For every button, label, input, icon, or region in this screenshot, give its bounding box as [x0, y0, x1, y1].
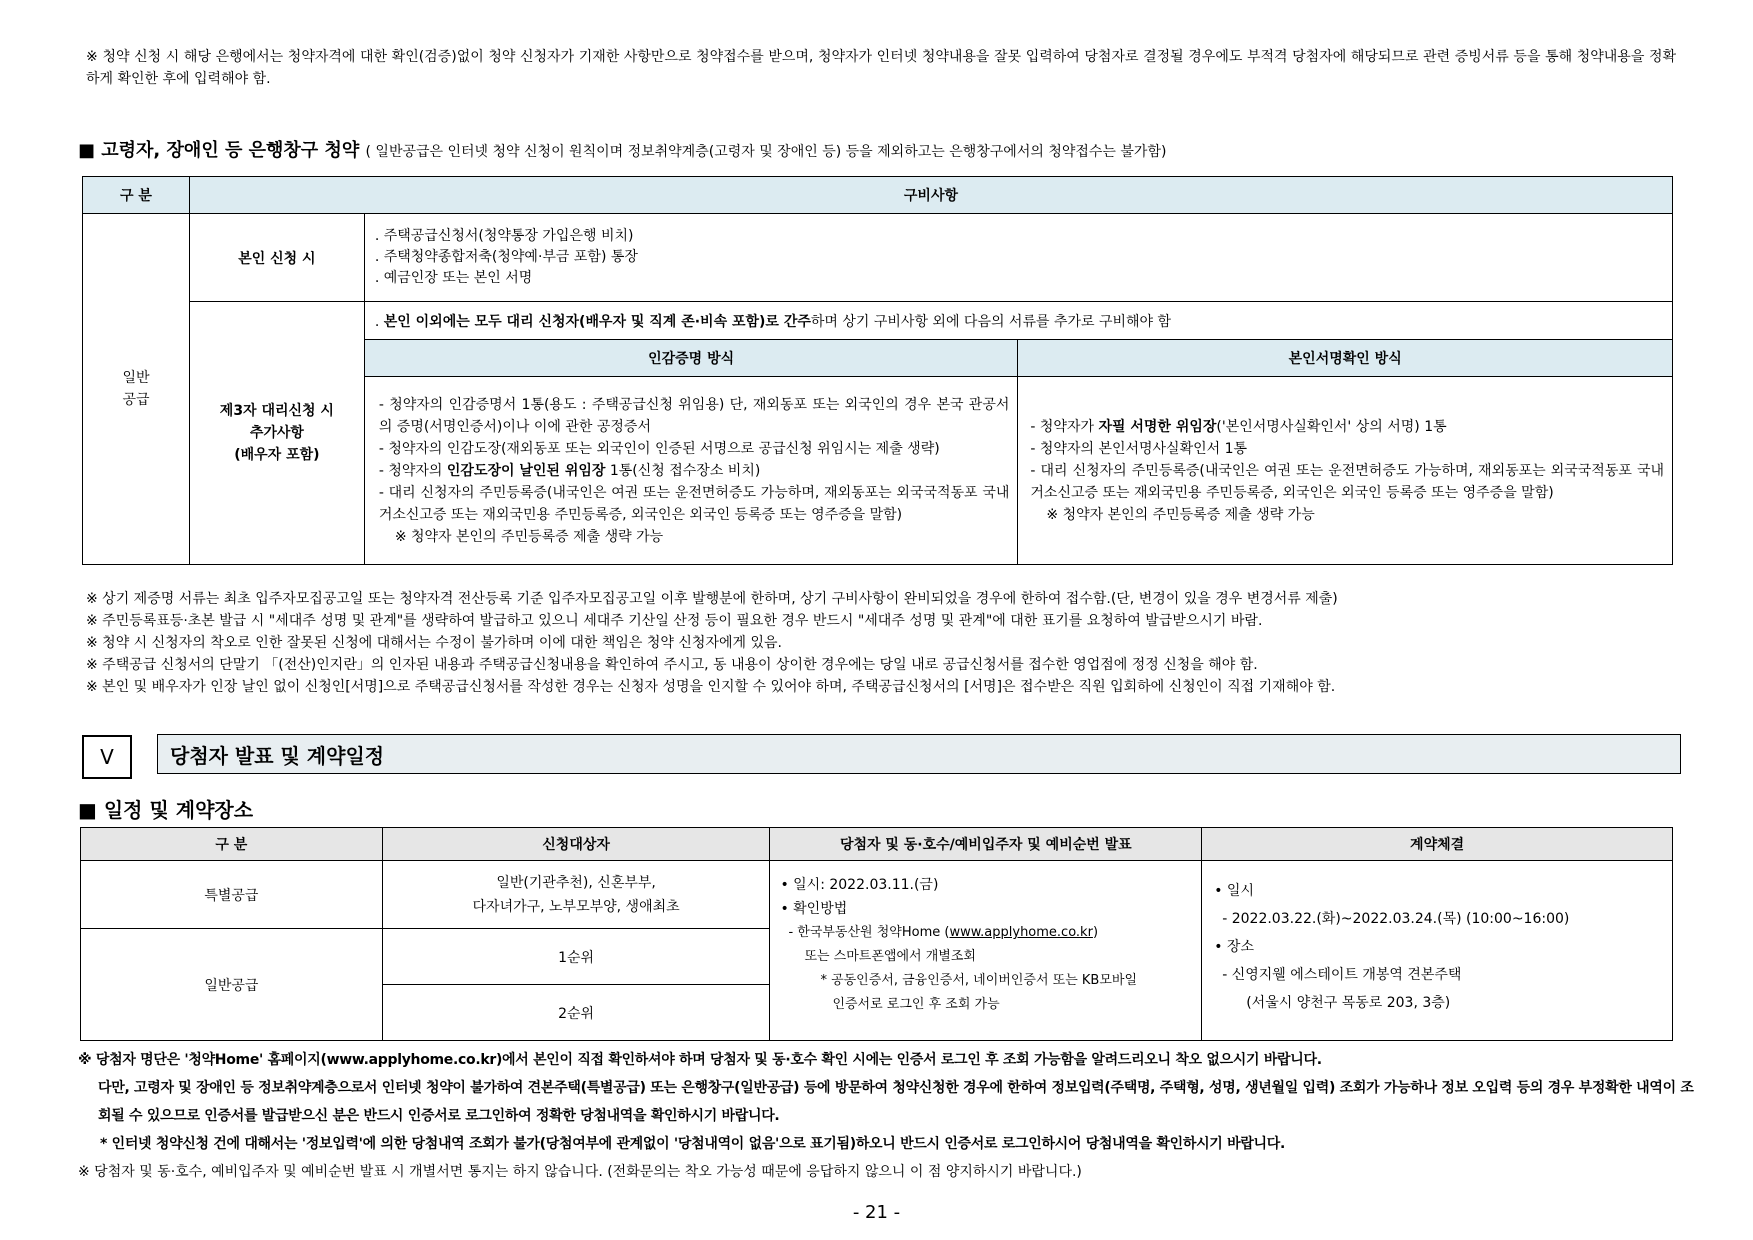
- contract-date: - 2022.03.22.(화)~2022.03.24.(목) (10:00~16:00): [1222, 911, 1570, 927]
- announce-date: • 일시: 2022.03.11.(금): [780, 877, 939, 893]
- proxy-intro-bold: 본인 이외에는 모두 대리 신청자(배우자 및 직계 존·비속 포함)로 간주: [383, 313, 811, 330]
- method1-item: - 대리 신청자의 주민등록증(내국인은 여권 또는 운전면허증도 가능하며, 재외동포는 외국국적동포 국내거소신고증 또는 재외국민용 주민등록증, 외국인은 외국인 등록증 또는 영주증을 말함): [378, 484, 1010, 523]
- method1-item-3: [379, 460, 1010, 482]
- method1-item: - 청약자의 인감증명서 1통(용도 : 주택공급신청 위임용) 단, 재외동포 또는 외국인의 경우 본국 관공서의 증명(서명인증서)이나 이에 관한 공정증서: [378, 396, 1010, 435]
- method-seal-certificate-header: 인감증명 방식: [364, 340, 1018, 377]
- schedule-table: [80, 827, 1673, 1041]
- method2-item-1: [1030, 416, 1664, 438]
- contract-details: [1202, 861, 1673, 1041]
- section-subtitle: ( 일반공급은 인터넷 청약 신청이 원칙이며 정보취약계층(고령자 및 장애인 등) 등을 제외하고는 은행창구에서의 청약접수는 불가함): [365, 144, 1167, 160]
- self-application-label: 본인 신청 시: [189, 214, 364, 302]
- winner-note-1: ※ 당첨자 명단은 '청약Home' 홈페이지(www.applyhome.co.kr)에서 본인이 직접 확인하셔야 하며 당첨자 및 동·호수 확인 시에는 인증서 로그인 후 조회 가능함을 알려드리오니 착오 없으시기 바랍니다.: [78, 1052, 1322, 1068]
- method-signature-confirmation-items: [1018, 377, 1673, 565]
- self-application-items: [364, 214, 1672, 302]
- general-supply-label: 일반공급: [81, 929, 383, 1041]
- schedule-header-category: 구 분: [81, 828, 383, 861]
- announce-site: [780, 921, 1191, 945]
- winner-note-3: * 인터넷 청약신청 건에 대해서는 '정보입력'에 의한 당첨내역 조회가 불가(당첨여부에 관계없이 '당첨내역이 없음'으로 표기됨)하오니 반드시 인증서로 로그인하시어 당첨내역을 확인하시기 바랍니다.: [100, 1136, 1286, 1152]
- bank-counter-requirements-table: [82, 176, 1673, 565]
- proxy-intro-lead: .: [374, 313, 384, 330]
- winner-note-4: ※ 당첨자 및 동·호수, 예비입주자 및 예비순번 발표 시 개별서면 통지는 하지 않습니다. (전화문의는 착오 가능성 때문에 응답하지 않으니 이 점 양지하시기 바랍니다.): [78, 1164, 1082, 1180]
- self-item: . 예금인장 또는 본인 서명: [374, 270, 533, 286]
- top-note: ※ 청약 신청 시 해당 은행에서는 청약자격에 대한 확인(검증)없이 청약 신청자가 기재한 사항만으로 청약접수를 받으며, 청약자가 인터넷 청약내용을 잘못 입력하여 당첨자로 결정될 경우에도 부적격 당첨자에 해당되므로 관련 증빙서류 등을 통해 청약내용을 정확하게 확인한 후에 입력해야 함.: [86, 49, 1676, 87]
- chapter-number-box: V: [82, 735, 132, 779]
- proxy-intro: [364, 302, 1672, 340]
- method2-note: ※ 청약자 본인의 주민등록증 제출 생략 가능: [1046, 506, 1315, 523]
- method1-item3-tail: 1통(신청 접수장소 비치): [605, 462, 761, 479]
- chapter-title-bar: 당첨자 발표 및 계약일정: [157, 734, 1681, 774]
- method-signature-confirmation-header: 본인서명확인 방식: [1018, 340, 1673, 377]
- method1-note: ※ 청약자 본인의 주민등록증 제출 생략 가능: [394, 528, 664, 545]
- section-schedule-title: ■ 일정 및 계약장소: [78, 798, 254, 822]
- schedule-header-announcement: 당첨자 및 동·호수/예비입주자 및 예비순번 발표: [770, 828, 1202, 861]
- method2-item1-tail: ('본인서명사실확인서' 상의 서명) 1통: [1216, 418, 1447, 435]
- method2-item1-bold: 자필 서명한 위임장: [1098, 418, 1217, 435]
- method1-item3-bold: 인감도장이 날인된 위임장: [446, 462, 606, 479]
- special-supply-targets: 일반(기관추천), 신혼부부, 다자녀가구, 노부모부양, 생애최초: [382, 861, 770, 929]
- method-seal-certificate-items: [364, 377, 1018, 565]
- method2-item: - 청약자의 본인서명사실확인서 1통: [1030, 440, 1248, 457]
- self-item: . 주택청약종합저축(청약예·부금 포함) 통장: [374, 249, 638, 265]
- method1-item: - 청약자의 인감도장(재외동포 또는 외국인이 인증된 서명으로 공급신청 위임시는 제출 생략): [378, 440, 940, 457]
- bank-counter-notes: [86, 588, 1686, 698]
- method1-item3-lead: - 청약자의: [378, 462, 447, 479]
- section-title-text: ■ 고령자, 장애인 등 은행창구 청약: [78, 140, 360, 161]
- announce-cert: * 공동인증서, 금융인증서, 네이버인증서 또는 KB모바일: [820, 973, 1138, 988]
- special-supply-label: 특별공급: [81, 861, 383, 929]
- note-line: ※ 본인 및 배우자가 인장 날인 없이 신청인[서명]으로 주택공급신청서를 작성한 경우는 신청자 성명을 인지할 수 있어야 하며, 주택공급신청서의 [서명]은 접수받은 직원 입회하에 신청인이 직접 기재해야 함.: [86, 679, 1336, 695]
- method2-item1-lead: - 청약자가: [1030, 418, 1099, 435]
- section-bank-counter-title: [78, 136, 1166, 162]
- winner-note-2: 다만, 고령자 및 장애인 등 정보취약계층으로서 인터넷 청약이 불가하여 견본주택(특별공급) 또는 은행창구(일반공급) 등에 방문하여 청약신청한 경우에 한하여 정보입력(주택명, 주택형, 성명, 생년월일 입력) 조회가 가능하나 정보 오입력 등의 경우 부정확한 내역이 조회될 수 있으므로 인증서를 발급받으신 분은 반드시 인증서로 로그인하여 정확한 당첨내역을 확인하시기 바랍니다.: [98, 1080, 1694, 1124]
- proxy-application-label: 제3자 대리신청 시 추가사항 (배우자 포함): [189, 302, 364, 565]
- winner-notes: [78, 1046, 1698, 1186]
- rank-1: 1순위: [382, 929, 770, 985]
- announce-site-lead: - 한국부동산원 청약Home (: [788, 925, 950, 940]
- announce-site-tail: ): [1092, 925, 1099, 940]
- header-category: 구 분: [83, 177, 190, 214]
- self-item: . 주택공급신청서(청약통장 가입은행 비치): [374, 228, 634, 244]
- proxy-intro-tail: 하며 상기 구비사항 외에 다음의 서류를 추가로 구비해야 함: [810, 313, 1172, 330]
- note-line: ※ 주택공급 신청서의 단말기 「(전산)인지란」의 인자된 내용과 주택공급신청내용을 확인하여 주시고, 동 내용이 상이한 경우에는 당일 내로 공급신청서를 접수한 영업점에 정정 신청을 해야 함.: [86, 657, 1258, 673]
- applyhome-link[interactable]: www.applyhome.co.kr: [949, 925, 1093, 940]
- page-number: - 21 -: [852, 1202, 901, 1223]
- announce-method: • 확인방법: [780, 901, 848, 917]
- note-line: ※ 청약 시 신청자의 착오로 인한 잘못된 신청에 대해서는 수정이 불가하며 이에 대한 책임은 청약 신청자에게 있음.: [86, 635, 782, 651]
- schedule-header-contract: 계약체결: [1202, 828, 1673, 861]
- note-line: ※ 상기 제증명 서류는 최초 입주자모집공고일 또는 청약자격 전산등록 기준 입주자모집공고일 이후 발행분에 한하며, 상기 구비사항이 완비되었을 경우에 한하여 접수함.(단, 변경이 있을 경우 변경서류 제출): [86, 591, 1338, 607]
- contract-date-label: • 일시: [1214, 883, 1254, 899]
- contract-place: - 신영지웰 에스테이트 개봉역 견본주택: [1222, 967, 1462, 983]
- rank-2: 2순위: [382, 985, 770, 1041]
- note-line: ※ 주민등록표등·초본 발급 시 "세대주 성명 및 관계"를 생략하여 발급하고 있으니 세대주 기산일 산정 등이 필요한 경우 반드시 "세대주 성명 및 관계"에 대한 표기를 요청하여 발급받으시기 바람.: [86, 613, 1263, 629]
- row-group-general-supply: 일반 공급: [83, 214, 190, 565]
- contract-address: (서울시 양천구 목동로 203, 3층): [1246, 995, 1451, 1011]
- announce-cert-2: 인증서로 로그인 후 조회 가능: [832, 997, 1000, 1012]
- contract-place-label: • 장소: [1214, 939, 1254, 955]
- header-requirements: 구비사항: [189, 177, 1672, 214]
- method2-item: - 대리 신청자의 주민등록증(내국인은 여권 또는 운전면허증도 가능하며, 재외동포는 외국국적동포 국내거소신고증 또는 재외국민용 주민등록증, 외국인은 외국인 등록증 또는 영주증을 말함): [1030, 462, 1664, 501]
- schedule-header-target: 신청대상자: [382, 828, 770, 861]
- announcement-details: [770, 861, 1202, 1041]
- announce-phone: 또는 스마트폰앱에서 개별조회: [804, 949, 976, 964]
